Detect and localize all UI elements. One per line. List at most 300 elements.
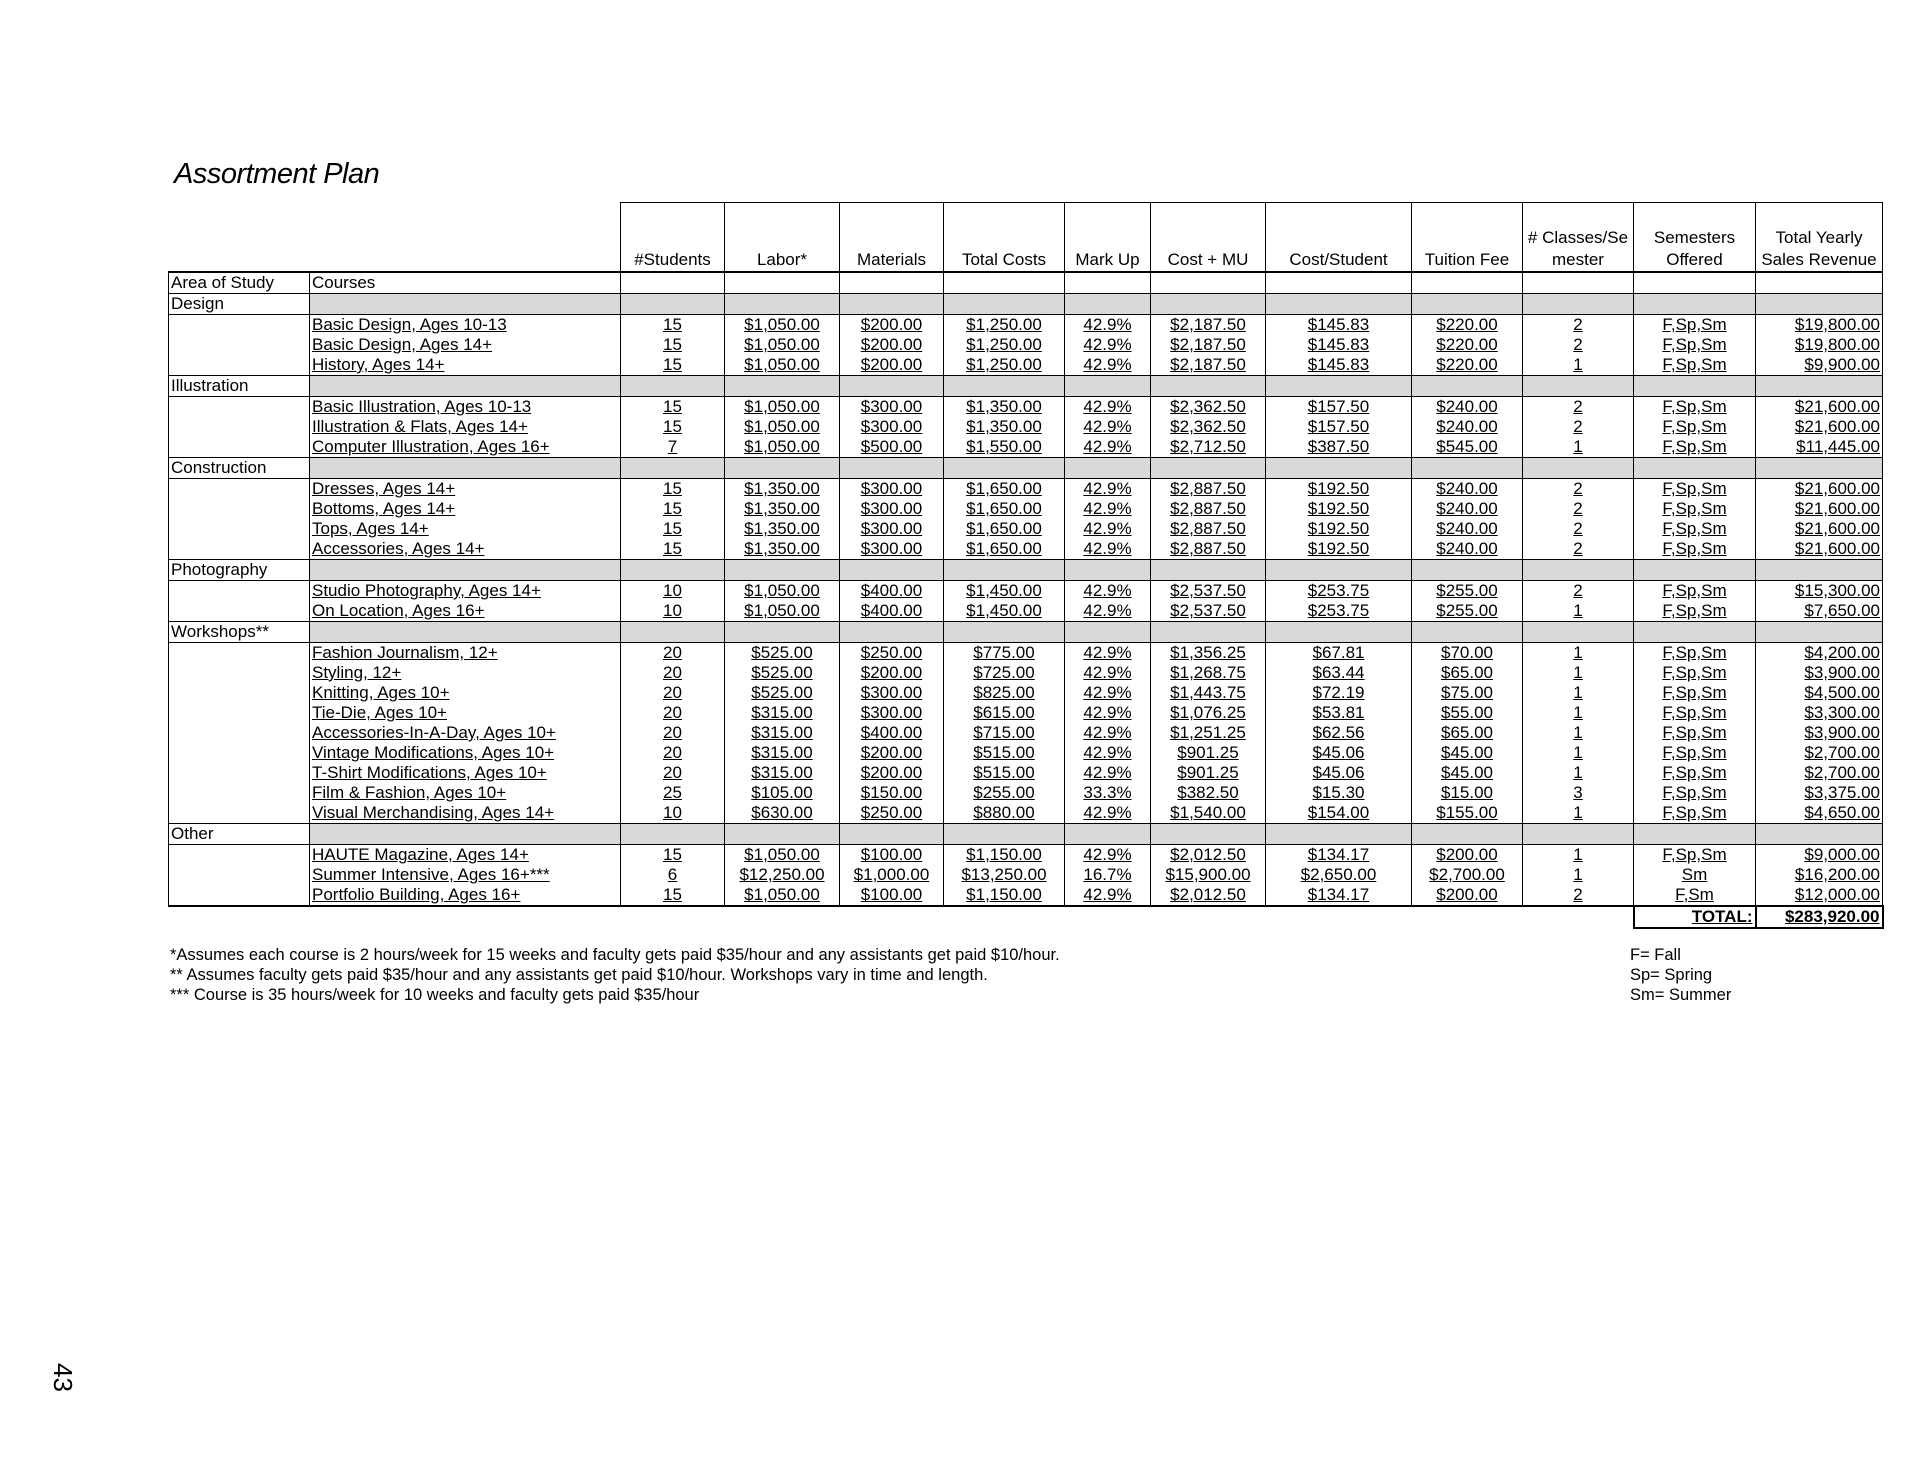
cost-student: $192.50 <box>1266 479 1412 500</box>
classes-per-semester: 1 <box>1523 723 1634 743</box>
section-fill-cell <box>621 294 725 315</box>
mark-up: 42.9% <box>1065 581 1151 602</box>
section-fill-cell <box>1634 294 1756 315</box>
classes-per-semester: 1 <box>1523 763 1634 783</box>
header-blank <box>169 203 310 273</box>
table-row <box>169 803 1883 824</box>
cost-mu: $1,268.75 <box>1151 663 1266 683</box>
cost-student: $253.75 <box>1266 601 1412 622</box>
students: 20 <box>621 683 725 703</box>
mark-up: 42.9% <box>1065 519 1151 539</box>
empty-cell <box>840 906 944 928</box>
cost-student: $192.50 <box>1266 519 1412 539</box>
tuition-fee: $240.00 <box>1412 417 1523 437</box>
table-row <box>169 355 1883 376</box>
yearly-revenue: $21,600.00 <box>1756 397 1883 418</box>
semesters-offered: F,Sp,Sm <box>1634 437 1756 458</box>
students: 15 <box>621 499 725 519</box>
empty-cell <box>169 643 310 664</box>
semesters-offered: F,Sp,Sm <box>1634 479 1756 500</box>
total-costs: $1,650.00 <box>944 499 1065 519</box>
section-fill-cell <box>840 294 944 315</box>
empty-cell <box>1634 272 1756 294</box>
cost-student: $192.50 <box>1266 539 1412 560</box>
mark-up: 42.9% <box>1065 417 1151 437</box>
section-fill-cell <box>1756 294 1883 315</box>
classes-per-semester: 1 <box>1523 743 1634 763</box>
section-fill-cell <box>1065 376 1151 397</box>
total-costs: $725.00 <box>944 663 1065 683</box>
cost-student: $192.50 <box>1266 499 1412 519</box>
yearly-revenue: $2,700.00 <box>1756 763 1883 783</box>
cost-mu: $1,540.00 <box>1151 803 1266 824</box>
empty-cell <box>1523 272 1634 294</box>
footnote: ** Assumes faculty gets paid $35/hour and any assistants get paid $10/hour. Workshops vary in time and length. <box>170 966 988 984</box>
course-name: Film & Fashion, Ages 10+ <box>310 783 621 803</box>
table-row <box>169 643 1883 664</box>
yearly-revenue: $21,600.00 <box>1756 499 1883 519</box>
classes-per-semester: 1 <box>1523 663 1634 683</box>
semesters-offered: F,Sp,Sm <box>1634 581 1756 602</box>
tuition-fee: $200.00 <box>1412 845 1523 866</box>
mark-up: 42.9% <box>1065 643 1151 664</box>
tuition-fee: $45.00 <box>1412 763 1523 783</box>
students: 15 <box>621 479 725 500</box>
labor: $630.00 <box>725 803 840 824</box>
semesters-offered: F,Sp,Sm <box>1634 703 1756 723</box>
course-name: Basic Design, Ages 14+ <box>310 335 621 355</box>
yearly-revenue: $12,000.00 <box>1756 885 1883 906</box>
empty-cell <box>944 272 1065 294</box>
classes-per-semester: 3 <box>1523 783 1634 803</box>
course-name: Vintage Modifications, Ages 10+ <box>310 743 621 763</box>
labor: $525.00 <box>725 683 840 703</box>
students: 20 <box>621 643 725 664</box>
course-name: Tie-Die, Ages 10+ <box>310 703 621 723</box>
cost-mu: $2,187.50 <box>1151 315 1266 336</box>
classes-per-semester: 2 <box>1523 519 1634 539</box>
classes-per-semester: 1 <box>1523 803 1634 824</box>
labor: $12,250.00 <box>725 865 840 885</box>
classes-per-semester: 2 <box>1523 499 1634 519</box>
tuition-fee: $255.00 <box>1412 581 1523 602</box>
empty-cell <box>169 355 310 376</box>
mark-up: 42.9% <box>1065 723 1151 743</box>
classes-per-semester: 2 <box>1523 539 1634 560</box>
page-title: Assortment Plan <box>174 158 380 190</box>
empty-cell <box>169 335 310 355</box>
section-fill-cell <box>840 622 944 643</box>
area-of-study: Illustration <box>169 376 310 397</box>
labor: $1,050.00 <box>725 437 840 458</box>
section-fill-cell <box>1266 560 1412 581</box>
table-row <box>169 663 1883 683</box>
cost-student: $2,650.00 <box>1266 865 1412 885</box>
labor: $315.00 <box>725 703 840 723</box>
section-fill-cell <box>310 622 621 643</box>
students: 15 <box>621 885 725 906</box>
section-fill-cell <box>1756 458 1883 479</box>
section-fill-cell <box>1151 560 1266 581</box>
section-fill-cell <box>1756 824 1883 845</box>
total-costs: $1,650.00 <box>944 539 1065 560</box>
tuition-fee: $155.00 <box>1412 803 1523 824</box>
materials: $250.00 <box>840 803 944 824</box>
materials: $500.00 <box>840 437 944 458</box>
section-fill-cell <box>1523 560 1634 581</box>
cost-mu: $2,187.50 <box>1151 355 1266 376</box>
tuition-fee: $220.00 <box>1412 335 1523 355</box>
cost-student: $157.50 <box>1266 397 1412 418</box>
materials: $300.00 <box>840 683 944 703</box>
header-semesters: Semesters Offered <box>1634 203 1756 273</box>
table-row <box>169 723 1883 743</box>
cost-student: $134.17 <box>1266 885 1412 906</box>
cost-mu: $901.25 <box>1151 743 1266 763</box>
empty-cell <box>169 723 310 743</box>
materials: $400.00 <box>840 601 944 622</box>
table-row <box>169 683 1883 703</box>
section-fill-cell <box>1065 824 1151 845</box>
section-row <box>169 376 1883 397</box>
course-name: Illustration & Flats, Ages 14+ <box>310 417 621 437</box>
classes-per-semester: 1 <box>1523 355 1634 376</box>
labor: $1,350.00 <box>725 539 840 560</box>
students: 10 <box>621 581 725 602</box>
cost-mu: $2,187.50 <box>1151 335 1266 355</box>
section-fill-cell <box>1065 560 1151 581</box>
section-fill-cell <box>1412 622 1523 643</box>
section-fill-cell <box>621 376 725 397</box>
semester-legend <box>1630 945 1731 1005</box>
mark-up: 42.9% <box>1065 803 1151 824</box>
total-costs: $1,650.00 <box>944 519 1065 539</box>
total-costs: $880.00 <box>944 803 1065 824</box>
section-fill-cell <box>944 622 1065 643</box>
section-row <box>169 458 1883 479</box>
yearly-revenue: $21,600.00 <box>1756 479 1883 500</box>
semesters-offered: F,Sp,Sm <box>1634 539 1756 560</box>
section-fill-cell <box>1266 824 1412 845</box>
section-fill-cell <box>1065 294 1151 315</box>
classes-per-semester: 1 <box>1523 845 1634 866</box>
yearly-revenue: $19,800.00 <box>1756 335 1883 355</box>
section-fill-cell <box>621 824 725 845</box>
mark-up: 42.9% <box>1065 845 1151 866</box>
empty-cell <box>1266 906 1412 928</box>
semesters-offered: F,Sp,Sm <box>1634 601 1756 622</box>
section-fill-cell <box>1634 622 1756 643</box>
cost-mu: $2,362.50 <box>1151 417 1266 437</box>
area-of-study: Design <box>169 294 310 315</box>
classes-per-semester: 2 <box>1523 315 1634 336</box>
cost-student: $72.19 <box>1266 683 1412 703</box>
tuition-fee: $15.00 <box>1412 783 1523 803</box>
total-costs: $1,550.00 <box>944 437 1065 458</box>
area-of-study: Other <box>169 824 310 845</box>
materials: $300.00 <box>840 397 944 418</box>
students: 10 <box>621 601 725 622</box>
yearly-revenue: $3,900.00 <box>1756 723 1883 743</box>
yearly-revenue: $3,375.00 <box>1756 783 1883 803</box>
empty-cell <box>169 601 310 622</box>
labor: $1,350.00 <box>725 519 840 539</box>
table-row <box>169 397 1883 418</box>
header-mark-up: Mark Up <box>1065 203 1151 273</box>
section-fill-cell <box>310 560 621 581</box>
section-fill-cell <box>1065 458 1151 479</box>
table-row <box>169 783 1883 803</box>
materials: $150.00 <box>840 783 944 803</box>
materials: $300.00 <box>840 479 944 500</box>
mark-up: 33.3% <box>1065 783 1151 803</box>
cost-student: $63.44 <box>1266 663 1412 683</box>
section-fill-cell <box>944 458 1065 479</box>
cost-mu: $901.25 <box>1151 763 1266 783</box>
tuition-fee: $220.00 <box>1412 315 1523 336</box>
section-fill-cell <box>725 458 840 479</box>
total-costs: $1,150.00 <box>944 845 1065 866</box>
tuition-fee: $70.00 <box>1412 643 1523 664</box>
section-fill-cell <box>944 824 1065 845</box>
section-fill-cell <box>310 294 621 315</box>
mark-up: 42.9% <box>1065 703 1151 723</box>
yearly-revenue: $21,600.00 <box>1756 539 1883 560</box>
cost-mu: $2,537.50 <box>1151 581 1266 602</box>
students: 15 <box>621 845 725 866</box>
semesters-offered: F,Sp,Sm <box>1634 783 1756 803</box>
empty-cell <box>169 683 310 703</box>
section-fill-cell <box>1412 376 1523 397</box>
header-tuition: Tuition Fee <box>1412 203 1523 273</box>
table-row <box>169 539 1883 560</box>
cost-mu: $382.50 <box>1151 783 1266 803</box>
labor: $1,350.00 <box>725 499 840 519</box>
empty-cell <box>169 743 310 763</box>
section-fill-cell <box>1523 376 1634 397</box>
students: 7 <box>621 437 725 458</box>
semesters-offered: F,Sp,Sm <box>1634 499 1756 519</box>
header-labor: Labor* <box>725 203 840 273</box>
classes-per-semester: 2 <box>1523 417 1634 437</box>
course-name: On Location, Ages 16+ <box>310 601 621 622</box>
tuition-fee: $240.00 <box>1412 539 1523 560</box>
course-name: Visual Merchandising, Ages 14+ <box>310 803 621 824</box>
course-name: Accessories, Ages 14+ <box>310 539 621 560</box>
labor: $1,050.00 <box>725 417 840 437</box>
materials: $100.00 <box>840 885 944 906</box>
semesters-offered: F,Sp,Sm <box>1634 803 1756 824</box>
labor: $315.00 <box>725 743 840 763</box>
cost-student: $253.75 <box>1266 581 1412 602</box>
materials: $100.00 <box>840 845 944 866</box>
cost-student: $145.83 <box>1266 315 1412 336</box>
courses-label: Courses <box>310 272 621 294</box>
materials: $200.00 <box>840 315 944 336</box>
labor: $105.00 <box>725 783 840 803</box>
cost-student: $145.83 <box>1266 335 1412 355</box>
total-costs: $13,250.00 <box>944 865 1065 885</box>
labor: $525.00 <box>725 663 840 683</box>
semesters-offered: F,Sp,Sm <box>1634 683 1756 703</box>
section-fill-cell <box>1756 376 1883 397</box>
empty-cell <box>1412 906 1523 928</box>
yearly-revenue: $9,900.00 <box>1756 355 1883 376</box>
cost-mu: $2,362.50 <box>1151 397 1266 418</box>
yearly-revenue: $9,000.00 <box>1756 845 1883 866</box>
semesters-offered: F,Sp,Sm <box>1634 519 1756 539</box>
empty-cell <box>1756 272 1883 294</box>
course-name: Portfolio Building, Ages 16+ <box>310 885 621 906</box>
empty-cell <box>169 499 310 519</box>
classes-per-semester: 1 <box>1523 643 1634 664</box>
table-row <box>169 335 1883 355</box>
cost-mu: $1,356.25 <box>1151 643 1266 664</box>
empty-cell <box>169 397 310 418</box>
course-name: Summer Intensive, Ages 16+*** <box>310 865 621 885</box>
tuition-fee: $240.00 <box>1412 499 1523 519</box>
total-costs: $1,250.00 <box>944 355 1065 376</box>
empty-cell <box>1266 272 1412 294</box>
materials: $400.00 <box>840 723 944 743</box>
tuition-fee: $65.00 <box>1412 663 1523 683</box>
semesters-offered: F,Sp,Sm <box>1634 643 1756 664</box>
tuition-fee: $255.00 <box>1412 601 1523 622</box>
students: 25 <box>621 783 725 803</box>
cost-mu: $15,900.00 <box>1151 865 1266 885</box>
yearly-revenue: $4,500.00 <box>1756 683 1883 703</box>
semesters-offered: F,Sm <box>1634 885 1756 906</box>
empty-cell <box>169 479 310 500</box>
section-fill-cell <box>1523 294 1634 315</box>
table-row <box>169 479 1883 500</box>
empty-cell <box>1151 906 1266 928</box>
course-name: Accessories-In-A-Day, Ages 10+ <box>310 723 621 743</box>
empty-cell <box>169 437 310 458</box>
classes-per-semester: 1 <box>1523 865 1634 885</box>
students: 20 <box>621 703 725 723</box>
section-fill-cell <box>1151 824 1266 845</box>
total-value: $283,920.00 <box>1756 906 1883 928</box>
materials: $1,000.00 <box>840 865 944 885</box>
labor: $1,050.00 <box>725 355 840 376</box>
section-fill-cell <box>1151 458 1266 479</box>
students: 15 <box>621 417 725 437</box>
course-name: Basic Illustration, Ages 10-13 <box>310 397 621 418</box>
section-fill-cell <box>725 294 840 315</box>
legend-item: Sp= Spring <box>1630 966 1713 984</box>
semesters-offered: F,Sp,Sm <box>1634 723 1756 743</box>
section-fill-cell <box>1523 458 1634 479</box>
labor: $1,350.00 <box>725 479 840 500</box>
tuition-fee: $2,700.00 <box>1412 865 1523 885</box>
section-fill-cell <box>1266 458 1412 479</box>
tuition-fee: $240.00 <box>1412 479 1523 500</box>
mark-up: 42.9% <box>1065 335 1151 355</box>
section-fill-cell <box>1065 622 1151 643</box>
empty-cell <box>169 539 310 560</box>
area-of-study: Workshops** <box>169 622 310 643</box>
section-fill-cell <box>1151 376 1266 397</box>
students: 15 <box>621 315 725 336</box>
course-name: Dresses, Ages 14+ <box>310 479 621 500</box>
total-costs: $825.00 <box>944 683 1065 703</box>
section-fill-cell <box>1634 824 1756 845</box>
cost-student: $45.06 <box>1266 763 1412 783</box>
area-of-study: Photography <box>169 560 310 581</box>
classes-per-semester: 1 <box>1523 683 1634 703</box>
students: 20 <box>621 743 725 763</box>
table-body <box>169 272 1883 928</box>
empty-cell <box>725 272 840 294</box>
cost-mu: $1,251.25 <box>1151 723 1266 743</box>
section-fill-cell <box>310 458 621 479</box>
total-costs: $615.00 <box>944 703 1065 723</box>
cost-mu: $2,012.50 <box>1151 885 1266 906</box>
empty-cell <box>310 906 621 928</box>
empty-cell <box>1151 272 1266 294</box>
header-students: #Students <box>621 203 725 273</box>
course-name: Computer Illustration, Ages 16+ <box>310 437 621 458</box>
section-fill-cell <box>1412 294 1523 315</box>
total-row <box>169 906 1883 928</box>
mark-up: 42.9% <box>1065 683 1151 703</box>
section-fill-cell <box>1523 824 1634 845</box>
classes-per-semester: 2 <box>1523 397 1634 418</box>
cost-student: $387.50 <box>1266 437 1412 458</box>
materials: $300.00 <box>840 539 944 560</box>
course-name: History, Ages 14+ <box>310 355 621 376</box>
section-fill-cell <box>1412 458 1523 479</box>
header-classes: # Classes/Se mester <box>1523 203 1634 273</box>
cost-student: $134.17 <box>1266 845 1412 866</box>
semesters-offered: F,Sp,Sm <box>1634 743 1756 763</box>
cost-student: $62.56 <box>1266 723 1412 743</box>
labor: $315.00 <box>725 763 840 783</box>
empty-cell <box>621 272 725 294</box>
table-row <box>169 581 1883 602</box>
cost-student: $145.83 <box>1266 355 1412 376</box>
students: 15 <box>621 335 725 355</box>
materials: $300.00 <box>840 499 944 519</box>
table-row <box>169 601 1883 622</box>
yearly-revenue: $16,200.00 <box>1756 865 1883 885</box>
students: 15 <box>621 397 725 418</box>
empty-cell <box>169 663 310 683</box>
materials: $300.00 <box>840 519 944 539</box>
section-row <box>169 824 1883 845</box>
table-row <box>169 315 1883 336</box>
mark-up: 42.9% <box>1065 763 1151 783</box>
empty-cell <box>840 272 944 294</box>
total-costs: $515.00 <box>944 743 1065 763</box>
empty-cell <box>169 845 310 866</box>
table-row <box>169 703 1883 723</box>
empty-cell <box>1523 906 1634 928</box>
page-number: 43 <box>47 1363 78 1392</box>
section-row <box>169 560 1883 581</box>
total-costs: $1,150.00 <box>944 885 1065 906</box>
students: 10 <box>621 803 725 824</box>
empty-cell <box>621 906 725 928</box>
header-materials: Materials <box>840 203 944 273</box>
legend-item: F= Fall <box>1630 946 1681 964</box>
yearly-revenue: $2,700.00 <box>1756 743 1883 763</box>
semesters-offered: F,Sp,Sm <box>1634 355 1756 376</box>
semesters-offered: F,Sp,Sm <box>1634 663 1756 683</box>
yearly-revenue: $21,600.00 <box>1756 519 1883 539</box>
section-fill-cell <box>1634 458 1756 479</box>
